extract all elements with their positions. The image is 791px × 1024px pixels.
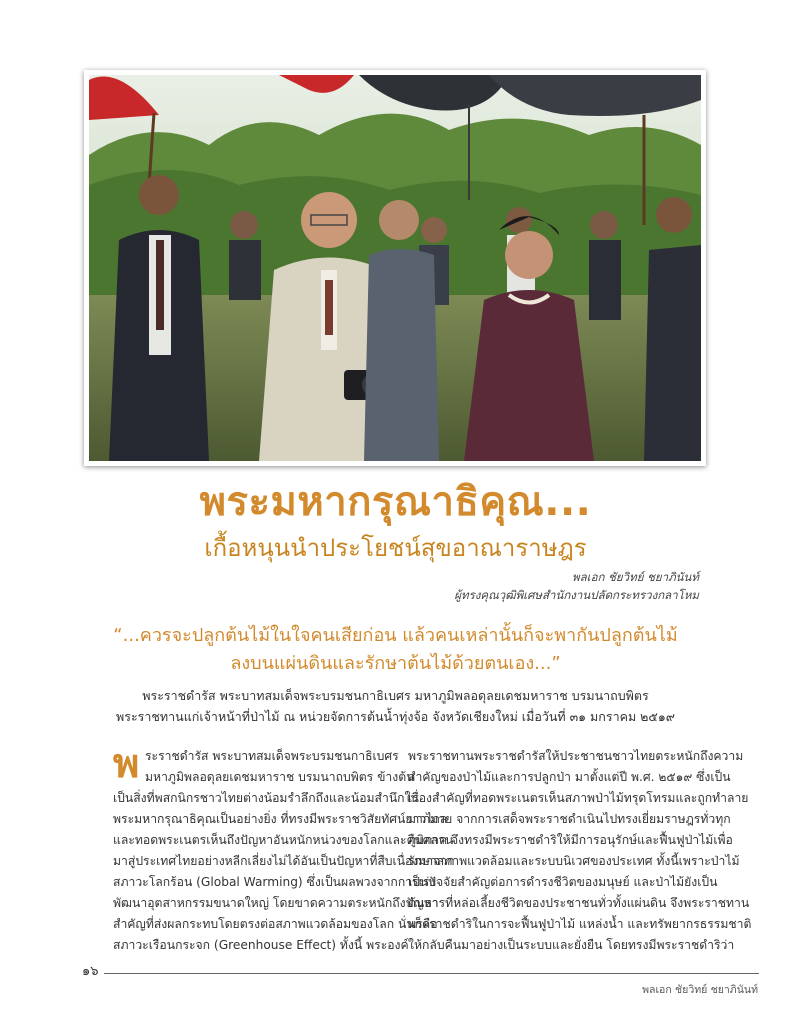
- footer-divider: [104, 973, 759, 974]
- body-line: สำคัญของป่าไม้และการปลูกป่า มาตั้งแต่ปี พ.ศ. ๒๕๑๙ ซึ่งเป็น: [408, 770, 731, 784]
- article-photo: [84, 70, 706, 466]
- body-column-right: [408, 746, 752, 956]
- dropcap: พ: [113, 741, 140, 787]
- body-line: และทอดพระเนตรเห็นถึงปัญหาอันหนักหน่วงของโลกและคืบคลาน: [113, 833, 454, 847]
- body-line: ระราชดำรัส พระบาทสมเด็จพระบรมชนกาธิเบศร: [145, 749, 399, 763]
- citation-line: พระราชดำรัส พระบาทสมเด็จพระบรมชนกาธิเบศร มหาภูมิพลอดุลยเดชมหาราช บรมนาถบพิตร: [142, 688, 649, 703]
- citation-line: พระราชทานแก่เจ้าหน้าที่ป่าไม้ ณ หน่วยจัดการต้นน้ำทุ่งจ้อ จังหวัดเชียงใหม่ เมื่อวันที่ ๓๑ มกราคม ๒๕๑๙: [116, 709, 675, 724]
- body-line: พระราชดำริในการจะฟื้นฟูป่าไม้ แหล่งน้ำ และทรัพยากรธรรมชาติ: [408, 917, 752, 931]
- quote-line: “...ควรจะปลูกต้นไม้ในใจคนเสียก่อน แล้วคนเหล่านั้นก็จะพากันปลูกต้นไม้: [113, 625, 678, 646]
- body-line: เป็นสิ่งที่พสกนิกรชาวไทยต่างน้อมรำลึกถึงและน้อมสำนึกใน: [113, 791, 419, 805]
- body-line: สำคัญที่ส่งผลกระทบโดยตรงต่อสภาพแวดล้อมของโลก นั่นก็คือ: [113, 917, 438, 931]
- body-line: ต้นธารที่หล่อเลี้ยงชีวิตของประชาชนทั่วทั้งแผ่นดิน จึงพระราชทาน: [408, 896, 750, 910]
- subheadline: เกื้อหนุนนำประโยชน์สุขอาณาราษฎร: [204, 534, 587, 562]
- body-line: ให้กลับคืนมาอย่างเป็นระบบและยั่งยืน โดยทรงมีพระราชดำริว่า: [408, 938, 735, 952]
- body-line: สภาวะเรือนกระจก (Greenhouse Effect) ทั้งนี้ พระองค์: [113, 938, 409, 952]
- body-column-left: [113, 741, 455, 956]
- headline: พระมหากรุณาธิคุณ...: [199, 479, 592, 525]
- footer-author: พลเอก ชัยวิทย์ ชยาภินันท์: [642, 984, 758, 996]
- body-line: พัฒนาอุตสาหกรรมขนาดใหญ่ โดยขาดความตระหนักถึงปัญหา: [113, 896, 439, 910]
- body-line: เรื่องสำคัญที่ทอดพระเนตรเห็นสภาพป่าไม้ทรุดโทรมและถูกทำลาย: [408, 791, 749, 805]
- body-line: มหาภูมิพลอดุลยเดชมหาราช บรมนาถบพิตร ข้างต้น: [145, 770, 415, 784]
- photo-scene: [89, 75, 701, 461]
- body-line: สภาวะโลกร้อน (Global Warming) ซึ่งเป็นผลพวงจากการเร่ง: [113, 875, 436, 889]
- quote-line: ลงบนแผ่นดินและรักษาต้นไม้ด้วยตนเอง...”: [230, 653, 561, 674]
- body-line: มากมาย จากการเสด็จพระราชดำเนินไปทรงเยี่ยมราษฎรทั่วทุก: [408, 812, 731, 826]
- byline-position: ผู้ทรงคุณวุฒิพิเศษสำนักงานปลัดกระทรวงกลาโหม: [454, 588, 699, 602]
- byline: [454, 568, 699, 604]
- body-line: พระมหากรุณาธิคุณเป็นอย่างยิ่ง ที่ทรงมีพระราชวิสัยทัศน์ยาวไกล: [113, 812, 448, 826]
- quote-citation: [0, 685, 791, 727]
- body-line: เป็นปัจจัยสำคัญต่อการดำรงชีวิตของมนุษย์ และป่าไม้ยังเป็น: [408, 875, 718, 889]
- royal-quote: [0, 622, 791, 678]
- body-line: รักษาสภาพแวดล้อมและระบบนิเวศของประเทศ ทั้งนี้เพราะป่าไม้: [408, 854, 740, 868]
- body-line: ภูมิภาค จึงทรงมีพระราชดำริให้มีการอนุรักษ์และฟื้นฟูป่าไม้เพื่อ: [408, 833, 733, 847]
- byline-author: พลเอก ชัยวิทย์ ชยาภินันท์: [572, 570, 699, 584]
- body-line: พระราชทานพระราชดำรัสให้ประชาชนชาวไทยตระหนักถึงความ: [408, 749, 744, 763]
- page-number: ๑๖: [82, 964, 99, 979]
- body-line: มาสู่ประเทศไทยอย่างหลีกเลี่ยงไม่ได้อันเป็นปัญหาที่สืบเนื่องมาจาก: [113, 854, 455, 868]
